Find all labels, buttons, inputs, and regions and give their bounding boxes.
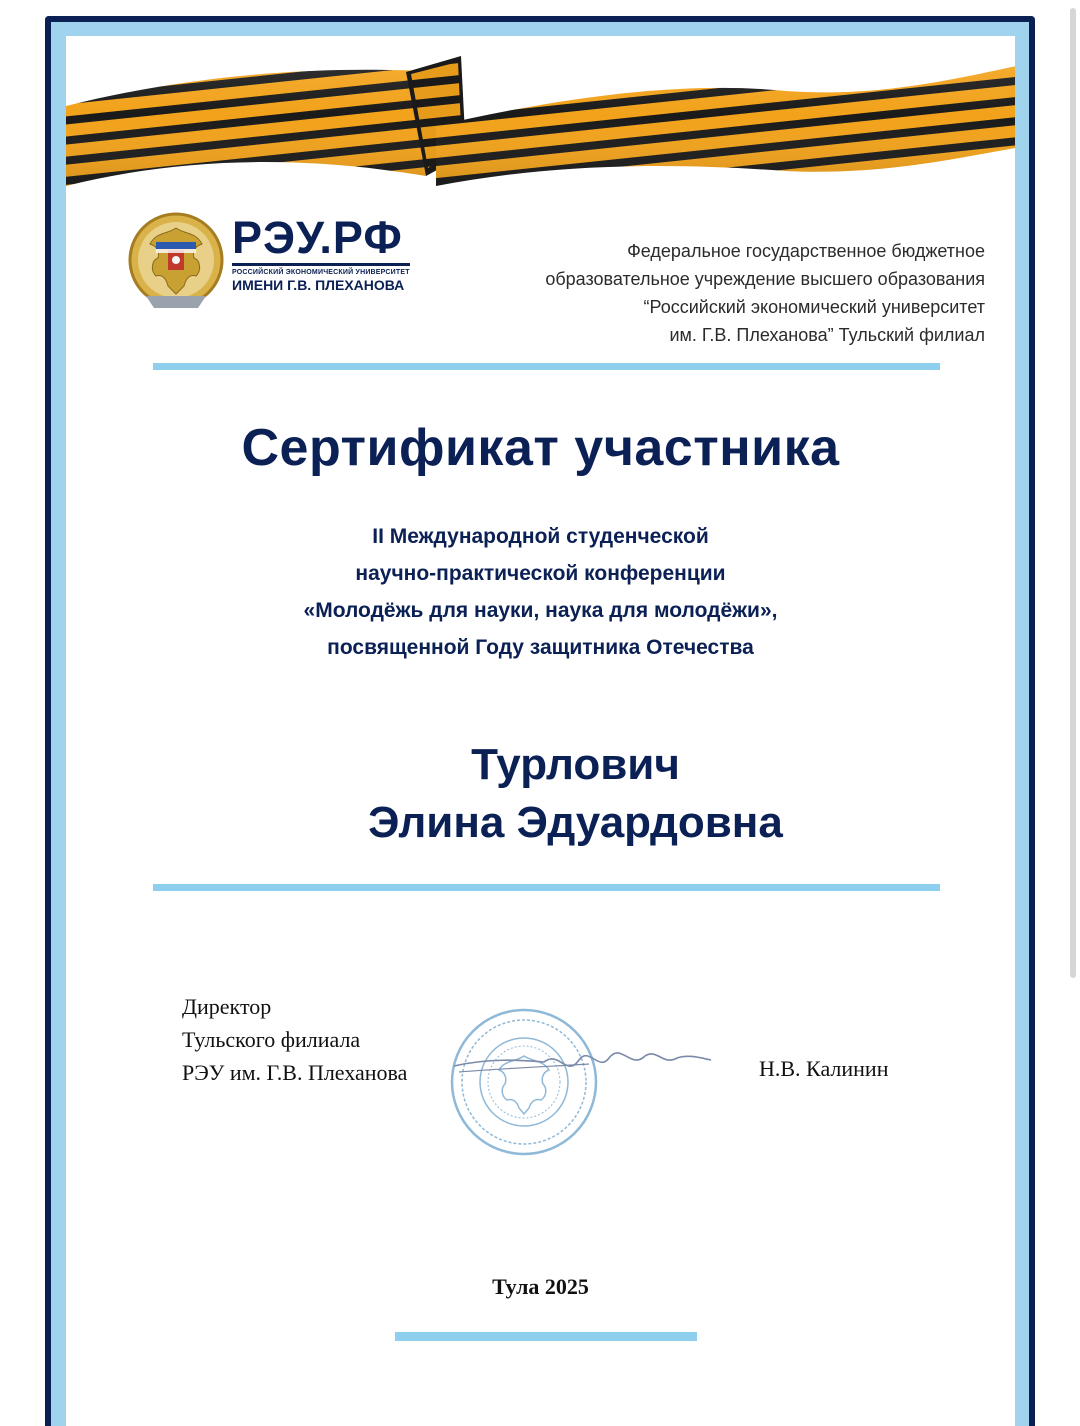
logo-title: РЭУ.РФ <box>232 214 410 266</box>
recipient-name <box>66 736 1015 852</box>
organization-line: “Российский экономический университет <box>643 297 985 317</box>
conference-line: посвященной Году защитника Отечества <box>327 636 754 659</box>
organization-line: образовательное учреждение высшего образования <box>545 269 985 289</box>
conference-line: «Молодёжь для науки, наука для молодёжи», <box>303 599 778 622</box>
position-line: РЭУ им. Г.В. Плеханова <box>182 1060 408 1085</box>
logo-subtitle-small: РОССИЙСКИЙ ЭКОНОМИЧЕСКИЙ УНИВЕРСИТЕТ <box>232 269 410 276</box>
recipient-last-name: Турлович <box>471 740 680 789</box>
organization-line: им. Г.В. Плеханова” Тульский филиал <box>669 325 985 345</box>
double-headed-eagle-emblem-icon <box>126 204 226 316</box>
certificate-paper <box>66 36 1015 1426</box>
page-scrollbar[interactable] <box>1070 8 1076 978</box>
conference-description <box>66 518 1015 666</box>
university-logo <box>126 204 446 324</box>
conference-line: научно-практической конференции <box>355 562 726 585</box>
recipient-first-patronymic: Элина Эдуардовна <box>368 798 783 847</box>
city-year: Тула 2025 <box>492 1274 589 1299</box>
position-line: Директор <box>182 994 272 1019</box>
logo-subtitle-large: ИМЕНИ Г.В. ПЛЕХАНОВА <box>232 277 405 293</box>
signatory-position <box>182 990 407 1089</box>
logo-text <box>232 214 410 293</box>
st-george-ribbon-icon <box>66 36 1015 196</box>
signer-name: Н.В. Калинин <box>759 1056 889 1081</box>
separator-middle <box>153 884 940 891</box>
organization-name <box>465 237 985 349</box>
organization-line: Федеральное государственное бюджетное <box>627 241 985 261</box>
separator-bottom <box>395 1332 697 1341</box>
certificate-title: Сертификат участника <box>241 419 840 477</box>
conference-line: II Международной студенческой <box>372 525 709 548</box>
certificate-frame <box>45 16 1035 1426</box>
position-line: Тульского филиала <box>182 1027 361 1052</box>
round-stamp-seal-icon <box>449 1000 719 1160</box>
separator-top <box>153 363 940 370</box>
